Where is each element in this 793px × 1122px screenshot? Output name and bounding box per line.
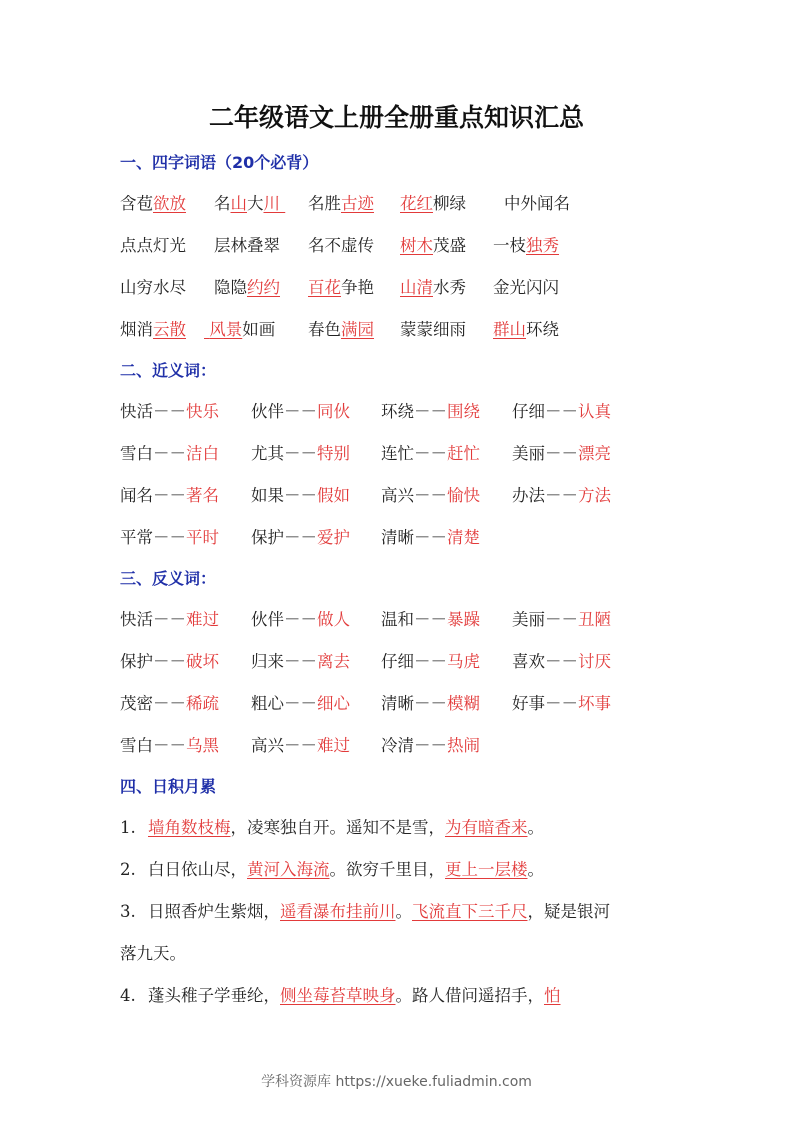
word-item: 树木茂盛 [400,236,466,255]
word-item: 名山大川 [214,194,280,213]
page-title: 二年级语文上册全册重点知识汇总 [208,103,584,132]
word-pair: 保护－－破坏 [120,652,219,671]
section-heading-antonyms: 三、反义词： [120,569,217,588]
poem-line: 4. 蓬头稚子学垂纶，侧坐莓苔草映身。路人借问遥招手，怕 [120,986,561,1005]
word-pair: 高兴－－难过 [251,736,350,755]
word-pair: 连忙－－赶忙 [381,444,480,463]
word-item: 花红柳绿 [400,194,466,213]
section-heading-synonyms: 二、近义词： [120,361,217,380]
word-pair: 高兴－－愉快 [381,486,480,505]
word-pair: 快活－－快乐 [120,402,219,421]
section-heading-four-char-words: 一、四字词语（20个必背） [120,153,319,172]
word-item: 中外闻名 [504,194,570,213]
word-pair: 环绕－－围绕 [381,402,480,421]
poem-line-continuation: 落九天。 [120,944,186,963]
word-item: 百花争艳 [308,278,374,297]
section-heading-daily-accumulation: 四、日积月累 [120,777,217,796]
word-item: 烟消云散 [120,320,186,339]
word-pair: 雪白－－乌黑 [120,736,219,755]
word-pair: 美丽－－丑陋 [512,610,611,629]
word-pair: 闻名－－著名 [120,486,219,505]
word-pair: 粗心－－细心 [251,694,350,713]
word-item: 层林叠翠 [214,236,280,255]
word-pair: 清晰－－模糊 [381,694,480,713]
word-pair: 仔细－－认真 [512,402,611,421]
word-pair: 伙伴－－同伙 [251,402,350,421]
word-pair: 冷清－－热闹 [381,736,480,755]
word-pair: 归来－－离去 [251,652,350,671]
word-pair: 茂密－－稀疏 [120,694,219,713]
poem-line: 2. 白日依山尽，黄河入海流。欲穷千里目，更上一层楼。 [120,860,544,879]
word-item: 点点灯光 [120,236,186,255]
word-item: 含苞欲放 [120,194,186,213]
word-pair: 仔细－－马虎 [381,652,480,671]
word-pair: 办法－－方法 [512,486,611,505]
word-pair: 好事－－坏事 [512,694,611,713]
word-item: 群山环绕 [493,320,559,339]
word-item: 金光闪闪 [493,278,559,297]
word-item: 名胜古迹 [308,194,374,213]
word-pair: 尤其－－特别 [251,444,350,463]
word-item: 春色满园 [308,320,374,339]
word-pair: 喜欢－－讨厌 [512,652,611,671]
word-pair: 雪白－－洁白 [120,444,219,463]
footer-watermark: 学科资源库 https://xueke.fuliadmin.com [261,1074,532,1090]
word-item: 一枝独秀 [493,236,559,255]
word-pair: 快活－－难过 [120,610,219,629]
word-pair: 保护－－爱护 [251,528,350,547]
word-item: 山穷水尽 [120,278,186,297]
word-item: 山清水秀 [400,278,466,297]
poem-line: 3. 日照香炉生紫烟，遥看瀑布挂前川。飞流直下三千尺，疑是银河 [120,902,610,921]
word-pair: 伙伴－－做人 [251,610,350,629]
word-item: 蒙蒙细雨 [400,320,466,339]
word-item: 风景如画 [209,320,276,339]
word-pair: 如果－－假如 [251,486,350,505]
word-pair: 平常－－平时 [120,528,219,547]
word-pair: 清晰－－清楚 [381,528,480,547]
word-item: 名不虚传 [308,236,374,255]
word-item: 隐隐约约 [214,278,280,297]
word-pair: 温和－－暴躁 [381,610,480,629]
word-pair: 美丽－－漂亮 [512,444,611,463]
poem-line: 1. 墙角数枝梅，凌寒独自开。遥知不是雪，为有暗香来。 [120,818,544,837]
